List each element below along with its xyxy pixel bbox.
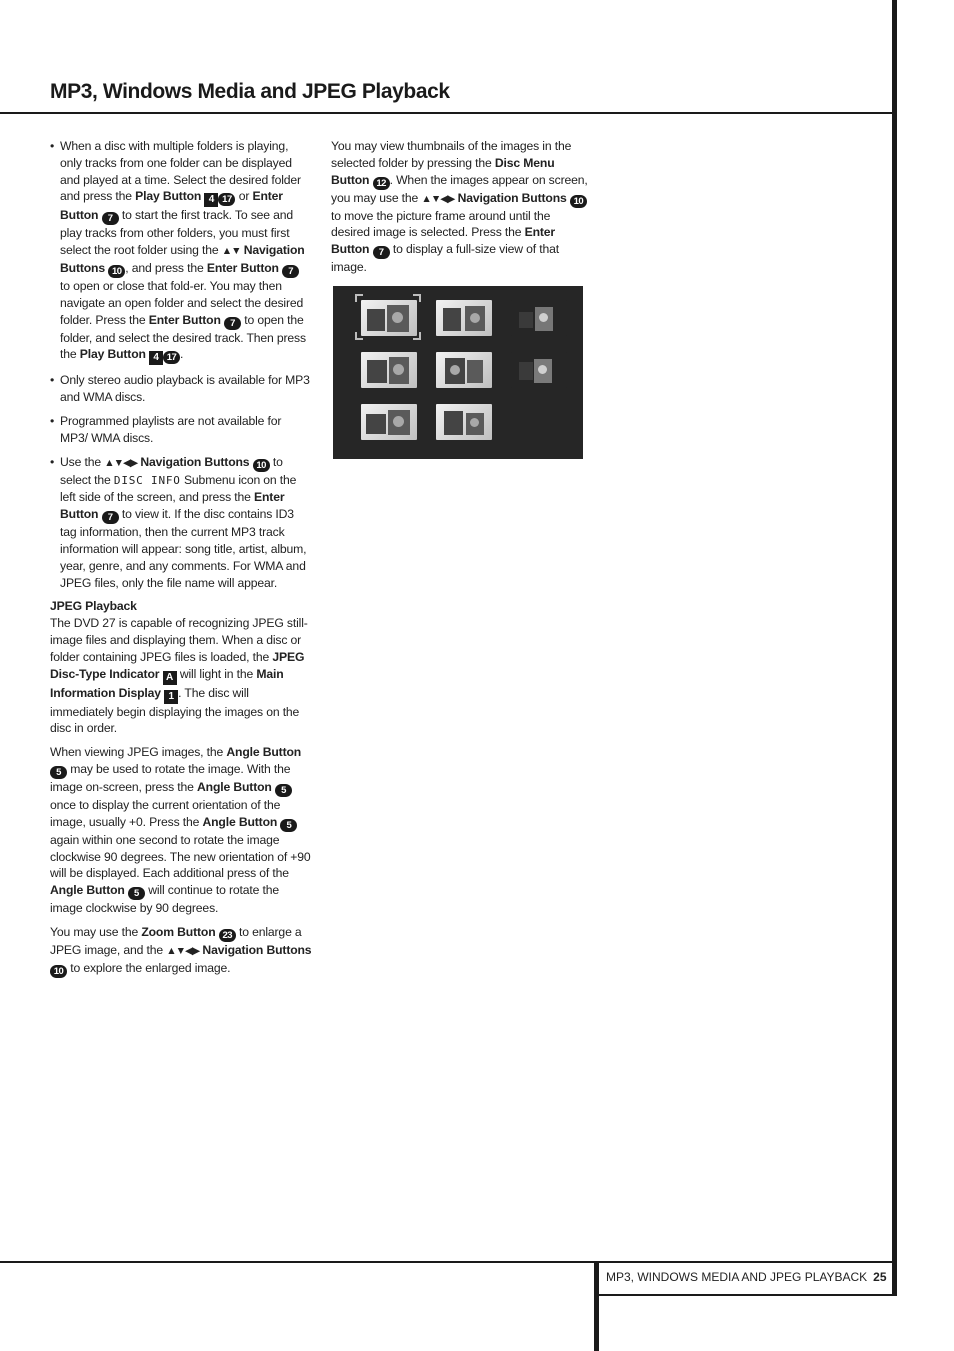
callout-7: 7 [224,317,241,330]
callout-10: 10 [108,265,125,278]
callout-1: 1 [164,690,178,704]
footer-divider-bar [594,1262,599,1351]
right-column [331,138,589,283]
thumbnail-image[interactable] [361,404,417,440]
thumbnail-image[interactable] [511,300,567,336]
play-button-ref: Play Button [79,347,146,362]
angle-button-ref: Angle Button [50,883,125,898]
page-number: 25 [873,1270,887,1284]
callout-7: 7 [282,265,299,278]
bullet-folders: • When a disc with multiple folders is playing, only tracks from one folder can be displayed and played at a time. Select the desired folder and press the Play Button 4 17 or Enter Button 7 to start the first track. To see and play tracks from other folders, you must first select the root folder using the ▲▼ Navigation Buttons 10 , and press the Enter Button 7 to open or close that fold-er. You may then navigate an open folder and select the desired folder. Press the Enter Button 7 to open the folder, and select the desired track. Then press the Play Button 4 17 . [50,139,306,364]
enter-button-ref: Enter Button [206,260,279,275]
thumbnail-paragraph: You may view thumbnails of the images in the selected folder by pressing the Disc Menu Button 12 . When the images appear on screen, you may use the ▲▼◀▶ Navigation Buttons 10 to move the picture frame around until the desired image is selected. Press the Enter Button 7 to display a full-size view of that image. [331,139,588,275]
left-column [50,138,312,985]
jpeg-playback-section: JPEG Playback The DVD 27 is capable of recognizing JPEG still-image files and displaying them. When a disc or folder containing JPEG files is loaded, the JPEG Disc-Type Indicator A will light in the Main Information Display 1 . The disc will immediately begin displaying the images on the disc in order. [50,598,312,737]
thumbnail-image[interactable] [436,404,492,440]
callout-10: 10 [253,459,270,472]
callout-4: 4 [204,193,218,207]
callout-10: 10 [570,195,587,208]
callout-12: 12 [373,177,390,190]
right-margin-bar [892,0,897,1295]
page-title: MP3, Windows Media and JPEG Playback [50,80,450,103]
angle-button-ref: Angle Button [202,814,278,829]
header-rule [0,112,894,114]
callout-17: 17 [163,351,180,364]
bullet-disc-info: • Use the ▲▼◀▶ Navigation Buttons 10 to select the DISC INFO Submenu icon on the left side of the screen, and press the Enter Button 7 to view it. If the disc contains ID3 tag information, then the current MP3 track information will appear: song title, artist, album, year, genre, and any comments. For WMA and JPEG files, only the file name will appear. [50,454,307,590]
enter-button-ref: Enter Button [60,189,283,223]
thumbnail-image[interactable] [361,352,417,388]
navigation-buttons-ref: Navigation Buttons [60,243,305,275]
enter-button-ref: Enter Button [148,312,221,327]
angle-paragraph: When viewing JPEG images, the Angle Button 5 may be used to rotate the image. With the image on-screen, press the Angle Button 5 once to display the current orientation of the image, usually +0. Press the Angle Button 5 again within one second to rotate the image clockwise 90 degrees. The new orientation of +90 will be displayed. Each additional press of the Angle Button 5 will continue to rotate the image clockwise by 90 degrees. [50,745,311,916]
enter-button-ref: Enter Button [60,490,285,522]
thumbnail-image[interactable] [436,300,492,336]
up-down-arrows-icon: ▲▼ [221,245,241,258]
disc-menu-button-ref: Disc Menu Button [331,155,555,187]
play-button-ref: Play Button [135,189,202,204]
angle-button-ref: Angle Button [197,779,272,794]
bullet-stereo: • Only stereo audio playback is available for MP3 and WMA discs. [50,373,310,405]
section-heading: JPEG Playback [50,599,137,614]
navigation-arrows-icon: ▲▼◀▶ [421,192,455,205]
footer-section-title: MP3, WINDOWS MEDIA AND JPEG PLAYBACK [606,1270,868,1284]
thumbnail-screen [333,286,583,459]
footer-underline [599,1294,897,1296]
callout-5: 5 [280,819,297,832]
callout-17: 17 [218,193,235,206]
navigation-buttons-ref: Navigation Buttons [457,190,567,205]
callout-5: 5 [275,784,292,797]
callout-5: 5 [128,887,145,900]
jpeg-indicator-ref: JPEG Disc-Type Indicator [50,649,305,681]
callout-7: 7 [102,212,119,225]
callout-A: A [163,671,177,685]
page-footer [606,1270,887,1284]
navigation-arrows-icon: ▲▼◀▶ [104,456,138,469]
disc-info-label: DISC INFO [113,473,181,487]
callout-5: 5 [50,766,67,779]
callout-10: 10 [50,965,67,978]
zoom-button-ref: Zoom Button [141,924,216,939]
thumbnail-image[interactable] [361,300,417,336]
angle-button-ref: Angle Button [226,745,302,760]
thumbnail-image[interactable] [511,352,567,388]
thumbnail-image[interactable] [436,352,492,388]
callout-4: 4 [149,351,163,365]
footer-rule [0,1261,894,1263]
main-display-ref: Main Information Display [50,666,284,700]
enter-button-ref: Enter Button [331,225,556,257]
bullet-playlists: • Programmed playlists are not available for MP3/ WMA discs. [50,413,282,445]
callout-7: 7 [102,511,119,524]
navigation-arrows-icon: ▲▼◀▶ [166,944,200,957]
callout-23: 23 [219,929,236,942]
zoom-paragraph: You may use the Zoom Button 23 to enlarge a JPEG image, and the ▲▼◀▶ Navigation Buttons 10 to explore the enlarged image. [50,924,312,977]
callout-7: 7 [373,246,390,259]
navigation-buttons-ref: Navigation Buttons [140,454,250,469]
navigation-buttons-ref: Navigation Buttons [202,942,312,957]
